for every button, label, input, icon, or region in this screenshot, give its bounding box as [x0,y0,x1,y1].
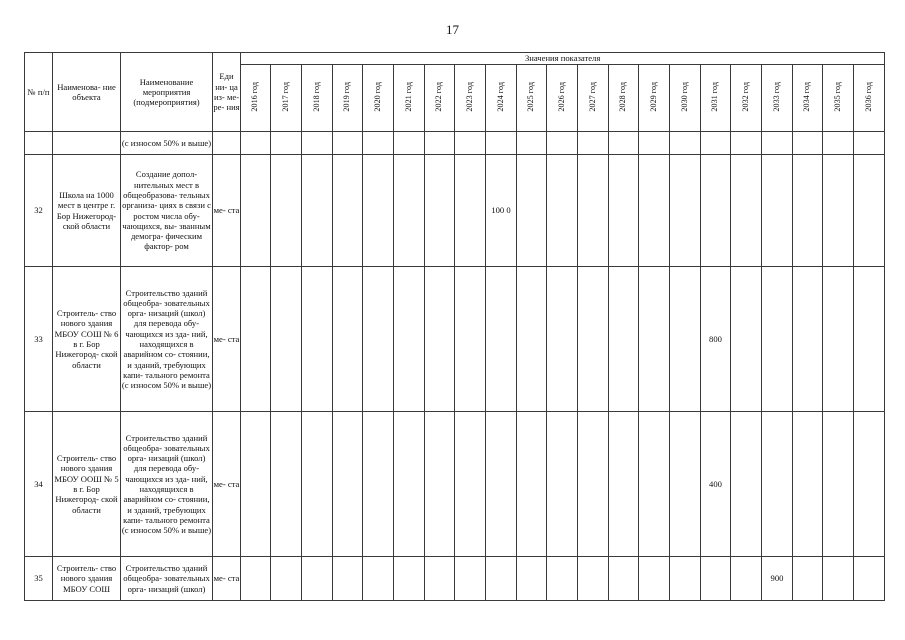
value-cell [455,132,486,155]
row-unit: ме- ста [213,412,241,557]
value-cell [823,132,854,155]
table-row [25,412,885,557]
value-cell [609,557,639,601]
header-year-label: 2026 год [556,82,566,112]
value-cell [394,155,425,267]
value-cell [762,267,793,412]
indicators-table [24,52,885,601]
value-cell [425,267,455,412]
value-cell [793,132,823,155]
header-values-group: Значения показателя [241,53,885,65]
value-cell [302,267,333,412]
value-cell [609,155,639,267]
value-cell [639,155,670,267]
value-cell [823,557,854,601]
header-year-label: 2030 год [679,82,689,112]
value-cell [486,557,517,601]
row-object: Строитель- ство нового здания МБОУ СОШ № 6 в г. Бор Нижегород- ской области [53,267,121,412]
value-cell [241,557,271,601]
header-year-label: 2020 год [372,82,382,112]
value-cell [333,132,363,155]
header-year-label: 2024 год [495,82,505,112]
row-event: Строительство зданий общеобра- зовательных орга- низаций (школ) [121,557,213,601]
value-cell [547,132,578,155]
row-event: Создание допол- нительных мест в общеобразова- тельных организа- циях в связи с ростом числа обу- чающихся, вы- званным демогра- фическим фактор- ром [121,155,213,267]
header-year-label: 2022 год [434,82,444,112]
value-cell [455,155,486,267]
value-cell [271,267,302,412]
row-event: Строительство зданий общеобра- зовательных орга- низаций (школ) для перевода обу- чающихся из зда- ний, находящихся в аварийном со- стоянии, и зданий, требующих капи- тального ремонта (с износом 50% и выше) [121,412,213,557]
value-cell [271,155,302,267]
header-year-label: 2025 год [526,82,536,112]
header-year [241,65,271,132]
value-cell [363,155,394,267]
value-cell [670,132,701,155]
value-cell [363,412,394,557]
table-row [25,557,885,601]
row-unit [213,132,241,155]
value-cell: 800 [701,267,731,412]
value-cell [854,267,885,412]
value-cell [731,412,762,557]
value-cell [517,557,547,601]
table-row [25,132,885,155]
table-row [25,267,885,412]
header-year-label: 2017 год [280,82,290,112]
value-cell [639,132,670,155]
value-cell [731,267,762,412]
value-cell [241,267,271,412]
value-cell [609,132,639,155]
value-cell [547,267,578,412]
value-cell [793,155,823,267]
value-cell [302,132,333,155]
value-cell [731,557,762,601]
value-cell [333,557,363,601]
header-year-label: 2028 год [618,82,628,112]
value-cell [854,412,885,557]
value-cell [578,412,609,557]
header-year [762,65,793,132]
value-cell [793,412,823,557]
value-cell [486,412,517,557]
header-year-label: 2035 год [832,82,842,112]
header-year-label: 2023 год [464,82,474,112]
header-year-label: 2029 год [648,82,658,112]
header-year-label: 2036 год [863,82,873,112]
value-cell [425,155,455,267]
row-unit: ме- ста [213,557,241,601]
header-event: Наименование мероприятия (подмероприятия) [121,53,213,132]
row-num: 33 [25,267,53,412]
header-year-label: 2016 год [250,82,260,112]
value-cell [486,132,517,155]
value-cell [517,155,547,267]
page-number: 17 [446,22,459,37]
value-cell [823,155,854,267]
value-cell [271,412,302,557]
value-cell [547,557,578,601]
value-cell [701,155,731,267]
row-unit: ме- ста [213,155,241,267]
header-year [486,65,517,132]
value-cell [854,132,885,155]
row-event: Строительство зданий общеобра- зовательных орга- низаций (школ) для перевода обу- чающихся из зда- ний, находящихся в аварийном со- стоянии, и зданий, требующих капи- тального ремонта (с износом 50% и выше) [121,267,213,412]
value-cell [854,155,885,267]
header-unit: Еди ни- ца из- ме- ре- ния [213,53,241,132]
value-cell [639,267,670,412]
header-year-label: 2032 год [740,82,750,112]
value-cell [547,412,578,557]
header-year [547,65,578,132]
header-year [517,65,547,132]
value-cell [363,132,394,155]
value-cell [333,267,363,412]
value-cell [762,155,793,267]
value-cell [639,412,670,557]
value-cell [302,557,333,601]
header-year [363,65,394,132]
header-year-label: 2019 год [342,82,352,112]
header-year-label: 2018 год [311,82,321,112]
header-year [578,65,609,132]
value-cell [670,267,701,412]
value-cell [455,412,486,557]
header-year [670,65,701,132]
header-year-label: 2021 год [403,82,413,112]
value-cell: 900 [762,557,793,601]
value-cell [241,412,271,557]
header-year [854,65,885,132]
value-cell [425,412,455,557]
value-cell [578,155,609,267]
value-cell [363,267,394,412]
header-year [271,65,302,132]
value-cell [425,132,455,155]
value-cell [609,412,639,557]
value-cell [486,267,517,412]
value-cell [578,267,609,412]
value-cell [731,132,762,155]
header-year [394,65,425,132]
value-cell [578,557,609,601]
row-unit: ме- ста [213,267,241,412]
value-cell [333,155,363,267]
header-year [333,65,363,132]
value-cell [701,132,731,155]
header-year [731,65,762,132]
header-year-label: 2027 год [587,82,597,112]
value-cell [517,412,547,557]
value-cell [455,557,486,601]
value-cell [701,557,731,601]
header-year [823,65,854,132]
value-cell [517,267,547,412]
value-cell [333,412,363,557]
row-object: Строитель- ство нового здания МБОУ СОШ [53,557,121,601]
row-object [53,132,121,155]
value-cell [793,557,823,601]
value-cell: 100 0 [486,155,517,267]
header-year [793,65,823,132]
header-num: № п/п [25,53,53,132]
row-object: Школа на 1000 мест в центре г. Бор Нижегород- ской области [53,155,121,267]
header-year-label: 2034 год [802,82,812,112]
value-cell [670,557,701,601]
value-cell [302,155,333,267]
header-year [302,65,333,132]
value-cell [271,132,302,155]
value-cell [363,557,394,601]
header-year-label: 2031 год [710,82,720,112]
value-cell [670,155,701,267]
header-year [639,65,670,132]
value-cell [762,412,793,557]
row-num [25,132,53,155]
value-cell [394,132,425,155]
value-cell [394,412,425,557]
value-cell [762,132,793,155]
value-cell [854,557,885,601]
value-cell [517,132,547,155]
table-row [25,155,885,267]
header-year [701,65,731,132]
value-cell [609,267,639,412]
header-year-label: 2033 год [771,82,781,112]
value-cell [241,132,271,155]
value-cell [639,557,670,601]
header-year [425,65,455,132]
row-num: 32 [25,155,53,267]
header-object: Наименова- ние объекта [53,53,121,132]
value-cell [455,267,486,412]
value-cell [425,557,455,601]
value-cell [241,155,271,267]
value-cell [271,557,302,601]
value-cell [731,155,762,267]
value-cell: 400 [701,412,731,557]
value-cell [823,267,854,412]
header-year [609,65,639,132]
header-year [455,65,486,132]
value-cell [302,412,333,557]
value-cell [394,557,425,601]
row-object: Строитель- ство нового здания МБОУ ООШ № 5 в г. Бор Нижегород- ской области [53,412,121,557]
value-cell [670,412,701,557]
value-cell [793,267,823,412]
value-cell [394,267,425,412]
value-cell [578,132,609,155]
row-num: 34 [25,412,53,557]
row-num: 35 [25,557,53,601]
row-event: (с износом 50% и выше) [121,132,213,155]
value-cell [547,155,578,267]
value-cell [823,412,854,557]
